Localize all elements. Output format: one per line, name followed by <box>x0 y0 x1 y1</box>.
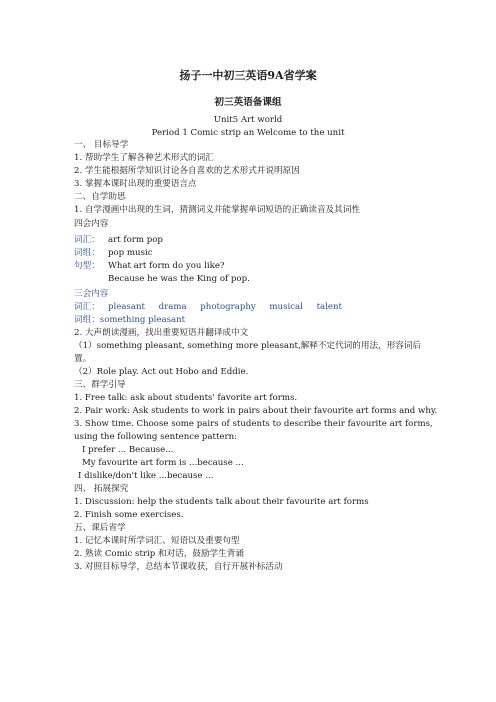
vocab-word: pleasant <box>108 302 145 312</box>
four-sentence-label: 句型： <box>74 261 100 271</box>
document-subtitle: 初三英语备课组 <box>214 97 282 108</box>
section5-item: 2. 熟读 Comic strip 和对话，鼓励学生背诵 <box>74 549 244 559</box>
three-words <box>108 301 342 313</box>
section3-item: 2. Pair work: Ask students to work in pairs about their favourite art forms and why. <box>74 406 438 416</box>
three-phrase: 词组：something pleasant <box>74 315 186 325</box>
section4-item: 2. Finish some exercises. <box>74 510 184 520</box>
sentence-pattern: My favourite art form is ...because ... <box>82 458 244 468</box>
section2-subitem: （2）Role play. Act out Hobo and Eddie. <box>74 367 249 377</box>
section3-item: 1. Free talk: ask about students' favorite art forms. <box>74 393 298 403</box>
section2-item: 1. 自学漫画中出现的生词，猜测词义并能掌握单词短语的正确读音及其词性 <box>74 205 360 215</box>
section4-heading: 四、 拓展探究 <box>74 484 129 494</box>
three-level-title: 三会内容 <box>74 289 109 299</box>
section2-item: 2. 大声朗读漫画，找出重要短语并翻译成中文 <box>74 328 249 338</box>
section1-item: 3. 掌握本课时出现的重要语言点 <box>74 179 197 189</box>
section5-heading: 五、课后省学 <box>74 523 126 533</box>
section2-heading: 二、自学助思 <box>74 192 126 202</box>
three-words-label: 词汇： <box>74 302 100 312</box>
vocab-word: talent <box>316 302 342 312</box>
section2-subitem-cont: 置。 <box>74 354 92 364</box>
section1-item: 2. 学生能根据所学知识讨论各自喜欢的艺术形式并说明原因 <box>74 166 300 176</box>
four-sentence: What art form do you like? <box>108 261 225 271</box>
section5-item: 1. 记忆本课时所学词汇、短语以及重要句型 <box>74 536 240 546</box>
document-title: 扬子一中初三英语9A省学案 <box>179 69 317 82</box>
four-level-title: 四会内容 <box>74 219 109 229</box>
vocab-word: musical <box>269 302 303 312</box>
four-phrase: pop music <box>108 248 153 258</box>
four-sentence: Because he was the King of pop. <box>108 274 250 284</box>
period-title: Period 1 Comic strip an Welcome to the unit <box>151 128 345 138</box>
four-phrase-label: 词组： <box>74 248 100 258</box>
section5-item: 3. 对照目标导学，总结本节课收获，自行开展补标活动 <box>74 562 283 572</box>
vocab-word: drama <box>158 302 187 312</box>
vocab-word: photography <box>200 302 256 312</box>
section3-heading: 三、群学引导 <box>74 380 126 390</box>
section1-item: 1. 帮助学生了解各种艺术形式的词汇 <box>74 153 214 163</box>
sentence-pattern: I dislike/don't like ...because ... <box>78 471 214 481</box>
section1-heading: 一、 目标导学 <box>74 140 129 150</box>
section2-subitem: （1）something pleasant, something more pleasant,解释不定代词的用法，形容词后 <box>74 341 422 351</box>
unit-title: Unit5 Art world <box>213 115 283 125</box>
four-words: art form pop <box>108 235 163 245</box>
section4-item: 1. Discussion: help the students talk about their favourite art forms <box>74 497 369 507</box>
sentence-pattern: I prefer ... Because... <box>82 445 174 455</box>
four-words-label: 词汇： <box>74 235 100 245</box>
section3-item-cont: using the following sentence pattern: <box>74 432 238 442</box>
section3-item: 3. Show time. Choose some pairs of students to describe their favourite art forms, <box>74 419 433 429</box>
